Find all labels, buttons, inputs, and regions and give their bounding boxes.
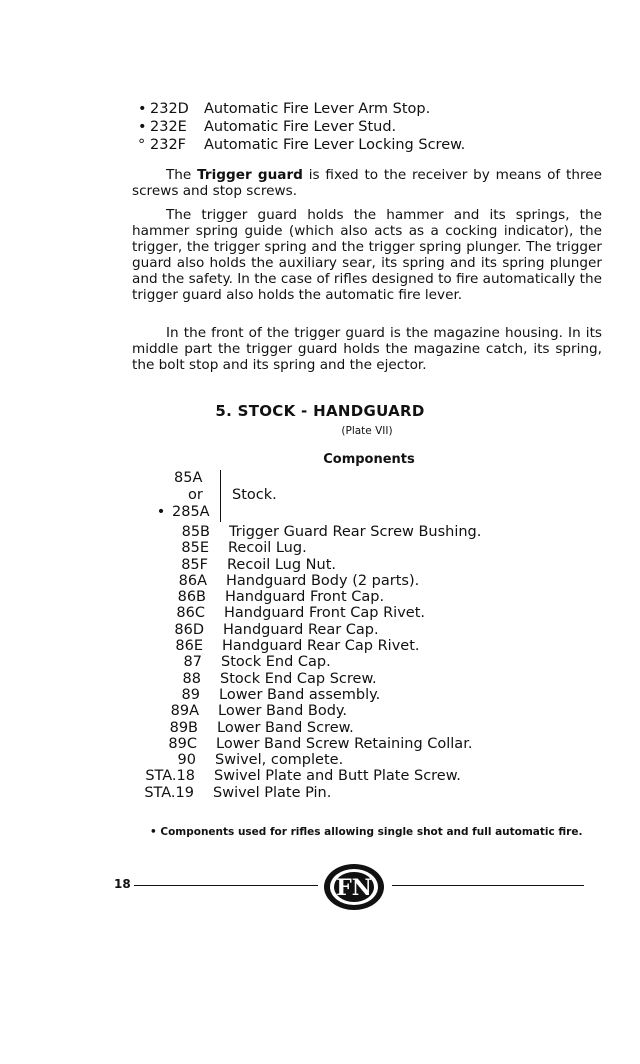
paragraph-magazine-housing	[132, 325, 602, 373]
component-code: 86B	[177, 589, 206, 606]
stock-code-value: 285A	[172, 504, 210, 520]
list-item	[138, 136, 465, 154]
part-description: Automatic Fire Lever Stud.	[204, 119, 397, 135]
bullet-marker: •	[138, 119, 147, 135]
footer-rule-left	[134, 885, 318, 886]
list-item	[138, 100, 465, 118]
top-parts-list	[138, 100, 465, 154]
paragraph-suffix: is fixed to the receiver by means of three screws and stop screws.	[132, 167, 603, 199]
component-code: 86C	[176, 605, 205, 622]
component-description: Swivel Plate Pin.	[213, 784, 332, 801]
component-description: Stock End Cap Screw.	[220, 670, 377, 687]
bullet-marker: °	[138, 137, 146, 153]
component-description: Trigger Guard Rear Screw Bushing.	[229, 524, 482, 540]
logo-text: FN	[336, 875, 372, 901]
stock-code-group	[150, 470, 210, 521]
component-code: 89B	[169, 719, 198, 736]
bullet-marker: •	[138, 101, 147, 117]
component-code: 85F	[181, 556, 208, 573]
stock-code: 85A	[174, 470, 203, 486]
component-code: 85E	[181, 540, 209, 557]
component-description: Handguard Front Cap.	[225, 589, 385, 606]
component-description: Lower Band assembly.	[219, 686, 381, 703]
component-code: 88	[182, 670, 201, 687]
stock-or: or	[188, 487, 203, 503]
component-description: Handguard Rear Cap Rivet.	[222, 638, 420, 655]
component-code: 86E	[175, 638, 203, 655]
component-code: 85B	[181, 524, 210, 540]
component-description: Lower Band Screw.	[217, 719, 354, 736]
component-description: Recoil Lug.	[228, 540, 307, 557]
component-description: Swivel Plate and Butt Plate Screw.	[214, 768, 461, 785]
component-code: 89	[181, 686, 200, 703]
part-description: Automatic Fire Lever Arm Stop.	[204, 101, 431, 117]
page-number: 18	[114, 877, 131, 891]
paragraph-trigger-guard	[132, 167, 602, 199]
paragraph-text: In the front of the trigger guard is the magazine housing. In its middle part the trigger guard holds the magazine catch, its spring, the bolt stop and its spring and the ejector.	[132, 325, 602, 373]
components-heading: Components	[323, 452, 415, 467]
component-code: 87	[183, 654, 202, 671]
list-item	[138, 118, 465, 136]
footnote: • Components used for rifles allowing single shot and full automatic fire.	[150, 826, 583, 838]
component-code: 86D	[174, 621, 204, 638]
component-code: STA.19	[144, 784, 194, 801]
stock-label: Stock.	[232, 487, 277, 503]
paragraph-bold-term: Trigger guard	[197, 167, 303, 183]
section-title: 5. STOCK - HANDGUARD	[215, 402, 425, 420]
bullet-marker: •	[156, 504, 166, 520]
plate-reference: (Plate VII)	[341, 425, 393, 437]
component-code: 90	[177, 752, 196, 769]
stock-code-alt	[150, 504, 210, 521]
component-description: Handguard Rear Cap.	[223, 621, 379, 638]
component-description: Stock End Cap.	[221, 654, 331, 671]
component-code: 89A	[170, 703, 199, 720]
component-description: Recoil Lug Nut.	[227, 556, 337, 573]
component-code: 86A	[178, 572, 207, 589]
component-code: 89C	[168, 735, 197, 752]
component-description: Lower Band Screw Retaining Collar.	[216, 735, 473, 752]
component-description: Lower Band Body.	[218, 703, 348, 720]
fn-logo-icon	[322, 862, 386, 912]
paragraph-trigger-guard-holds	[132, 207, 602, 303]
component-description: Handguard Body (2 parts).	[226, 572, 420, 589]
component-description: Swivel, complete.	[215, 752, 344, 769]
part-description: Automatic Fire Lever Locking Screw.	[204, 137, 466, 153]
component-code: STA.18	[145, 768, 195, 785]
part-code: 232E	[150, 119, 187, 135]
paragraph-prefix: The	[166, 167, 198, 183]
paragraph-text: The trigger guard holds the hammer and its springs, the hammer spring guide (which also acts as a cocking indicator), the trigger, the trigger spring and the trigger spring plunger. The trigger guard also holds the auxiliary sear, its spring and its spring plunger and the safety. In the case of rifles designed to fire automatically the trigger guard also holds the automatic fire lever.	[132, 207, 602, 303]
footer-rule-right	[392, 885, 584, 886]
part-code: 232D	[150, 101, 189, 117]
component-description: Handguard Front Cap Rivet.	[224, 605, 425, 622]
brace-divider	[220, 470, 229, 522]
part-code: 232F	[150, 137, 187, 153]
